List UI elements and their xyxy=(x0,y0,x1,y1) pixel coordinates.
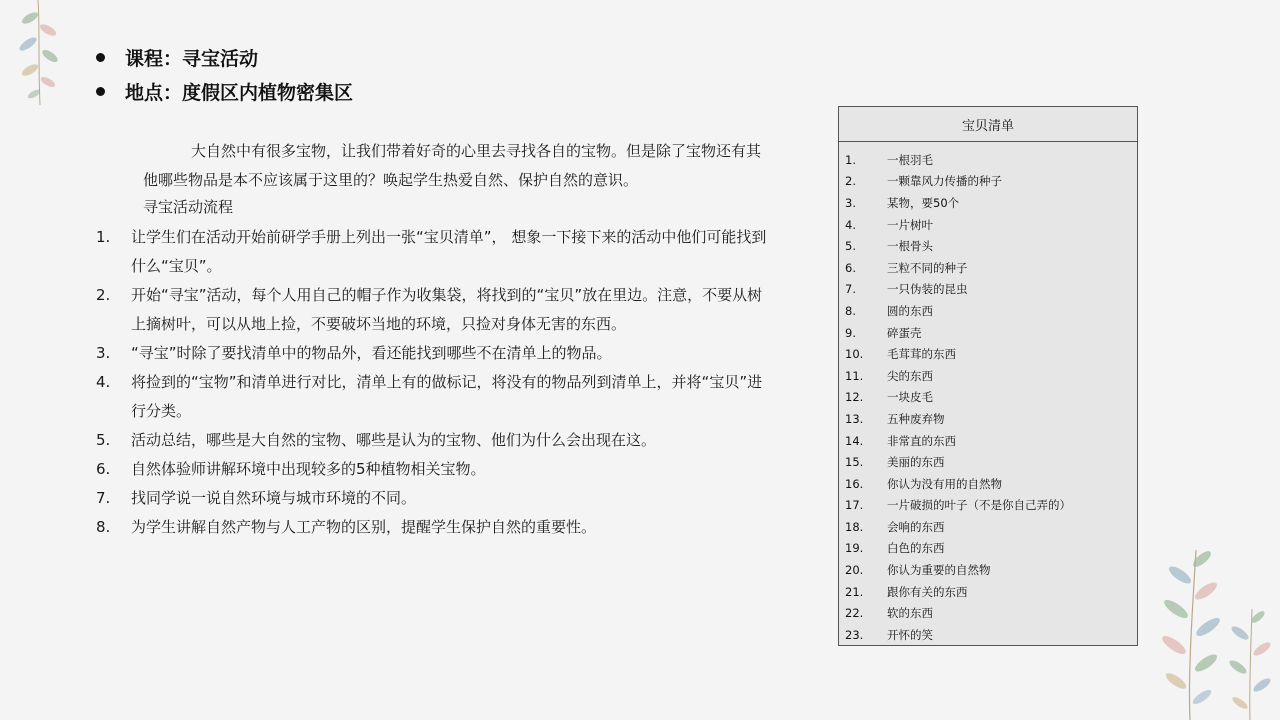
treasure-list-panel xyxy=(838,106,1138,646)
list-item: 3. “寻宝”时除了要找清单中的物品外，看还能找到哪些不在清单上的物品。 xyxy=(96,344,612,362)
list-item: 10. 毛茸茸的东西 xyxy=(845,347,956,362)
location-heading-text: 地点：度假区内植物密集区 xyxy=(125,81,354,104)
list-item: 23. 开怀的笑 xyxy=(845,627,933,642)
intro-paragraph: 大自然中有很多宝物，让我们带着好奇的心里去寻找各自的宝物。但是除了宝物还有其他哪些物品是本不应该属于这里的？唤起学生热爱自然、保护自然的意识。 xyxy=(143,142,762,189)
list-item: 20. 你认为重要的自然物 xyxy=(845,563,991,578)
list-item: 8. 为学生讲解自然产物与人工产物的区别，提醒学生保护自然的重要性。 xyxy=(96,518,597,536)
flow-title: 寻宝活动流程 xyxy=(143,198,234,216)
list-item: 15. 美丽的东西 xyxy=(845,455,945,470)
bullet-icon xyxy=(96,87,105,96)
list-item: 7. 一只伪装的昆虫 xyxy=(845,282,968,297)
list-item: 19. 白色的东西 xyxy=(845,541,945,556)
list-item: 4. 一片树叶 xyxy=(845,217,933,232)
steps-list xyxy=(96,223,776,542)
plant-decoration-icon xyxy=(10,0,65,110)
course-heading xyxy=(96,43,258,71)
list-item: 2. 一颗靠风力传播的种子 xyxy=(845,174,1002,189)
list-item: 1. 让学生们在活动开始前研学手册上列出一张“宝贝清单”， 想象一下接下来的活动中他们可能找到什么“宝贝”。 xyxy=(96,228,767,275)
plant-decoration-icon xyxy=(1222,605,1277,720)
list-item: 5. 活动总结，哪些是大自然的宝物、哪些是认为的宝物、他们为什么会出现在这。 xyxy=(96,431,657,449)
list-item: 6. 自然体验师讲解环境中出现较多的5种植物相关宝物。 xyxy=(96,460,486,478)
treasure-list xyxy=(839,142,1137,646)
treasure-list-title: 宝贝清单 xyxy=(839,107,1137,142)
list-item: 2. 开始“寻宝”活动，每个人用自己的帽子作为收集袋，将找到的“宝贝”放在里边。注意，不要从树上摘树叶，可以从地上捡，不要破坏当地的环境，只捡对身体无害的东西。 xyxy=(96,286,763,333)
list-item: 14. 非常直的东西 xyxy=(845,433,956,448)
list-item: 4. 将捡到的“宝物”和清单进行对比，清单上有的做标记，将没有的物品列到清单上，并将“宝贝”进行分类。 xyxy=(96,373,763,420)
course-heading-text: 课程：寻宝活动 xyxy=(125,47,259,70)
list-item: 21. 跟你有关的东西 xyxy=(845,584,968,599)
list-item: 9. 碎蛋壳 xyxy=(845,325,922,340)
list-item: 5. 一根骨头 xyxy=(845,239,933,254)
location-heading xyxy=(96,77,353,105)
list-item: 17. 一片破损的叶子（不是你自己弄的） xyxy=(845,498,1071,513)
plant-decoration-icon xyxy=(1150,545,1230,720)
list-item: 1. 一根羽毛 xyxy=(845,152,933,167)
list-item: 12. 一块皮毛 xyxy=(845,390,933,405)
list-item: 22. 软的东西 xyxy=(845,606,933,621)
list-item: 3. 某物，要50个 xyxy=(845,195,960,210)
list-item: 11. 尖的东西 xyxy=(845,368,933,383)
list-item: 8. 圆的东西 xyxy=(845,303,933,318)
list-item: 6. 三粒不同的种子 xyxy=(845,260,968,275)
list-item: 13. 五种废弃物 xyxy=(845,411,945,426)
bullet-icon xyxy=(96,53,105,62)
list-item: 7. 找同学说一说自然环境与城市环境的不同。 xyxy=(96,489,417,507)
list-item: 16. 你认为没有用的自然物 xyxy=(845,476,1002,491)
list-item: 18. 会响的东西 xyxy=(845,519,945,534)
